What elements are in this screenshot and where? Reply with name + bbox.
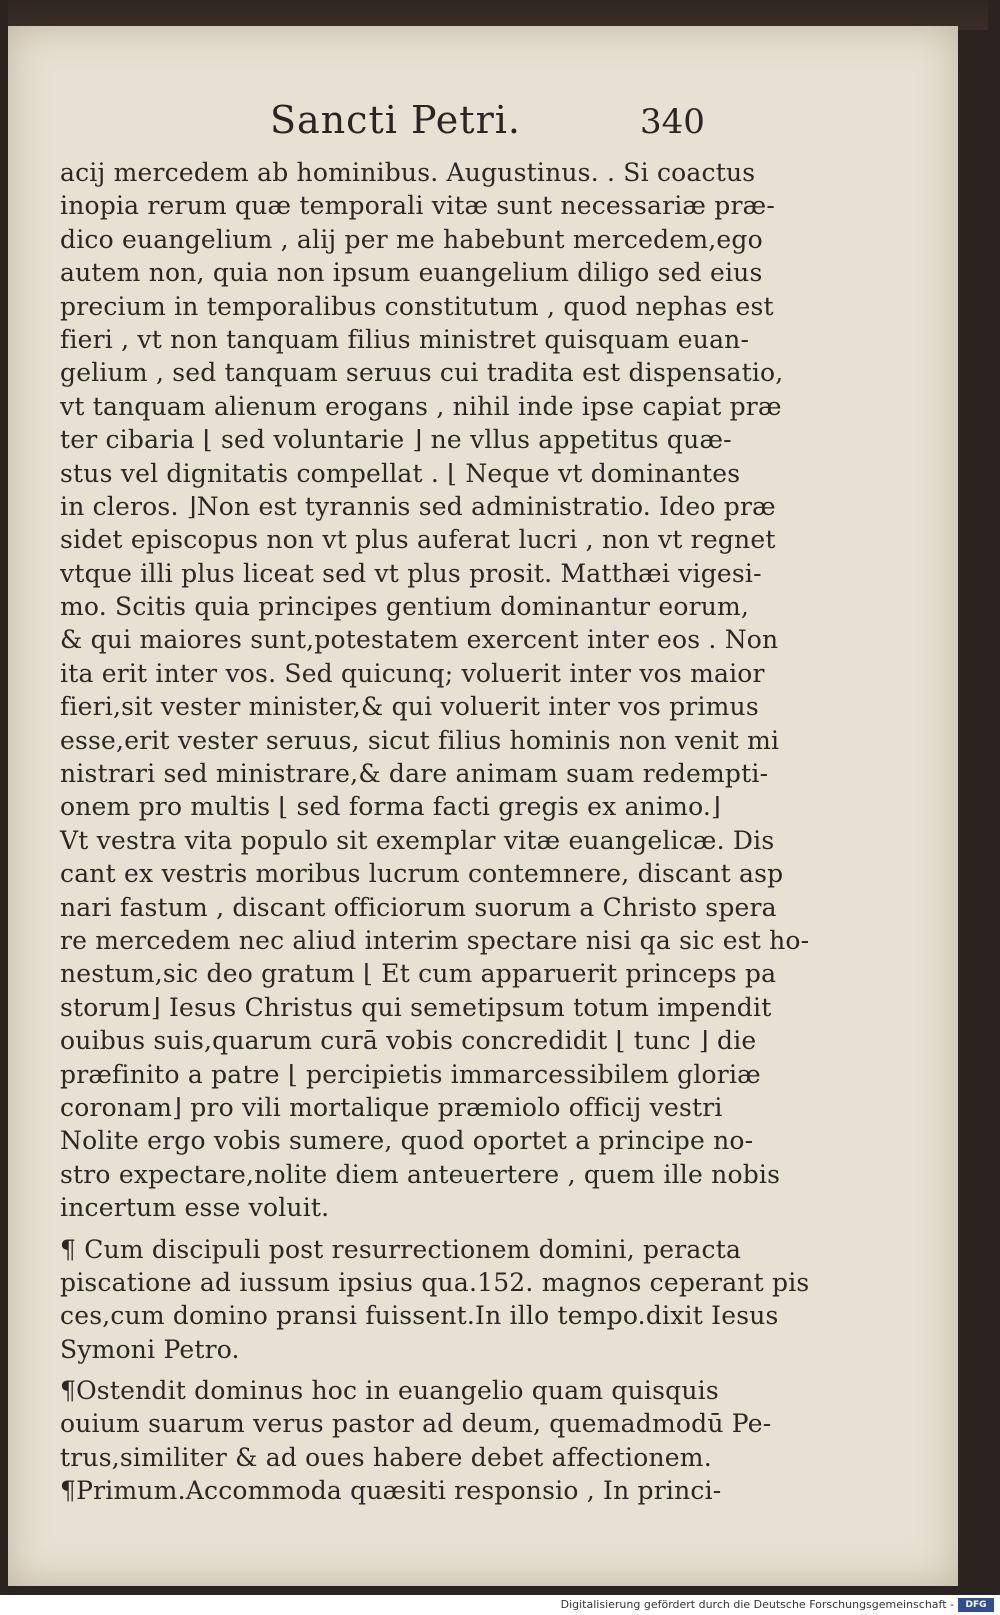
text-line: Symoni Petro. xyxy=(60,1334,240,1364)
text-line: sidet episcopus non vt plus auferat lucri , non vt regnet xyxy=(60,525,776,555)
paragraph-gap xyxy=(60,1366,760,1374)
text-line: ¶Ostendit dominus hoc in euangelio quam quisquis xyxy=(60,1376,719,1406)
text-line: storum⌋ Iesus Christus qui semetipsum totum impendit xyxy=(60,992,772,1022)
text-line: gelium , sed tanquam seruus cui tradita est dispensatio, xyxy=(60,358,784,388)
text-line: ¶ Cum discipuli post resurrectionem domini, peracta xyxy=(60,1234,742,1264)
text-line: fieri,sit vester minister,& qui voluerit inter vos primus xyxy=(60,692,759,722)
text-line: ita erit inter vos. Sed quicunq; voluerit inter vos maior xyxy=(60,658,765,688)
text-line: nestum,sic deo gratum ⌊ Et cum apparuerit princeps pa xyxy=(60,959,777,989)
text-line: Nolite ergo vobis sumere, quod oportet a principe no- xyxy=(60,1126,754,1156)
text-line: acij mercedem ab hominibus. Augustinus. . Si coactus xyxy=(60,158,756,187)
text-line: dico euangelium , alij per me habebunt mercedem,ego xyxy=(60,224,763,254)
text-line: re mercedem nec aliud interim spectare nisi qa sic est ho- xyxy=(60,925,810,955)
text-line: esse,erit vester seruus, sicut filius hominis non venit mi xyxy=(60,725,780,755)
running-head: Sancti Petri. xyxy=(270,98,521,142)
text-line: autem non, quia non ipsum euangelium diligo sed eius xyxy=(60,258,763,288)
text-line: stro expectare,nolite diem anteuertere , quem ille nobis xyxy=(60,1159,781,1189)
paragraph-primum xyxy=(60,1474,760,1507)
text-line: piscatione ad iussum ipsius qua.152. magnos ceperant pis xyxy=(60,1267,810,1297)
text-line: ouium suarum verus pastor ad deum, quemadmodū Pe- xyxy=(60,1409,772,1439)
text-line: præfinito a patre ⌊ percipietis immarcessibilem gloriæ xyxy=(60,1059,761,1089)
page-header xyxy=(8,78,958,148)
text-line: nari fastum , discant officiorum suorum a Christo spera xyxy=(60,892,777,922)
text-line: vt tanquam alienum erogans , nihil inde ipse capiat præ xyxy=(60,391,782,421)
footer-credit: Digitalisierung gefördert durch die Deutsche Forschungsgemeinschaft - xyxy=(560,1598,954,1611)
text-line: mo. Scitis quia principes gentium dominantur eorum, xyxy=(60,592,750,622)
folio-number: 340 xyxy=(640,102,705,142)
text-line: nistrari sed ministrare,& dare animam suam redempti- xyxy=(60,759,769,789)
book-page xyxy=(8,26,958,1586)
text-line: incertum esse voluit. xyxy=(60,1193,330,1223)
paragraph-rubric xyxy=(60,1233,810,1367)
text-line: & qui maiores sunt,potestatem exercent inter eos . Non xyxy=(60,625,779,655)
text-line: Vt vestra vita populo sit exemplar vitæ euangelicæ. Dis xyxy=(60,825,775,855)
main-text xyxy=(60,156,810,1508)
text-line: ces,cum domino pransi fuissent.In illo tempo.dixit Iesus xyxy=(60,1301,779,1331)
text-line: cant ex vestris moribus lucrum contemnere, discant asp xyxy=(60,859,784,889)
text-line: fieri , vt non tanquam filius ministret quisquam euan- xyxy=(60,324,750,354)
text-line: stus vel dignitatis compellat . ⌊ Neque vt dominantes xyxy=(60,458,741,488)
text-line: ¶Primum.Accommoda quæsiti responsio , In princi- xyxy=(60,1476,722,1506)
paragraph-ostendit xyxy=(60,1374,772,1474)
text-line: onem pro multis ⌊ sed forma facti gregis ex animo.⌋ xyxy=(60,792,721,822)
text-line: ter cibaria ⌊ sed voluntarie ⌋ ne vllus appetitus quæ- xyxy=(60,425,732,455)
digitization-footer xyxy=(0,1596,1000,1615)
text-line: trus,similiter & ad oues habere debet affectionem. xyxy=(60,1442,712,1472)
text-line: in cleros. ⌋Non est tyrannis sed administratio. Ideo præ xyxy=(60,491,776,521)
text-line: inopia rerum quæ temporali vitæ sunt necessariæ præ- xyxy=(60,191,775,221)
text-line: precium in temporalibus constitutum , quod nephas est xyxy=(60,291,774,321)
dfg-logo-icon: DFG xyxy=(958,1598,994,1612)
text-line: coronam⌋ pro vili mortalique præmiolo officij vestri xyxy=(60,1092,723,1122)
paragraph-gap xyxy=(60,1225,760,1233)
text-line: ouibus suis,quarum curā vobis concredidit ⌊ tunc ⌋ die xyxy=(60,1026,757,1056)
text-line: vtque illi plus liceat sed vt plus prosit. Matthæi vigesi- xyxy=(60,558,762,588)
